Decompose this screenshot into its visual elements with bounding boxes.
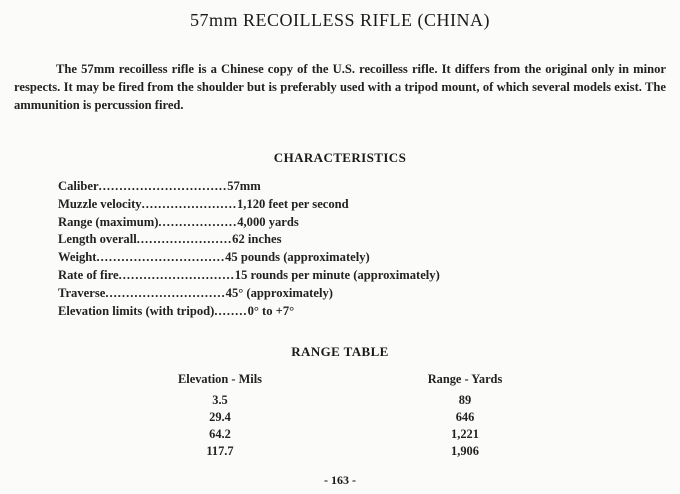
leader-dots: ............................... xyxy=(96,250,226,265)
characteristic-value: 57mm xyxy=(227,179,261,193)
characteristic-value: 0° to +7° xyxy=(247,303,295,318)
leader-dots: ........ xyxy=(214,303,248,318)
range-cell: 646 xyxy=(455,410,475,424)
characteristic-value: 62 inches xyxy=(232,232,282,247)
characteristic-label: Traverse xyxy=(58,285,106,300)
elevation-cell: 117.7 xyxy=(206,444,234,458)
range-cell: 1,906 xyxy=(451,444,479,458)
characteristic-label: Length overall xyxy=(58,232,137,247)
leader-dots: ............................ xyxy=(118,267,235,282)
characteristics-heading: CHARACTERISTICS xyxy=(273,150,407,165)
characteristic-row xyxy=(58,178,658,196)
characteristic-value: 45 pounds (approximately) xyxy=(225,250,370,265)
leader-dots: ............................... xyxy=(98,179,228,193)
characteristic-row xyxy=(58,249,658,267)
range-cell: 1,221 xyxy=(451,427,479,441)
characteristic-row xyxy=(58,303,658,321)
leader-dots: ................... xyxy=(158,214,238,229)
characteristic-label: Elevation limits (with tripod) xyxy=(58,303,215,318)
characteristic-value: 4,000 yards xyxy=(237,214,299,229)
elevation-cell: 29.4 xyxy=(209,410,231,424)
elevation-cell: 64.2 xyxy=(209,427,231,441)
characteristic-row xyxy=(58,285,658,303)
elevation-column-header: Elevation - Mils xyxy=(178,372,262,386)
characteristic-label: Weight xyxy=(58,250,97,265)
leader-dots: ....................... xyxy=(136,232,233,247)
range-column xyxy=(395,370,535,460)
characteristic-label: Caliber xyxy=(58,179,99,193)
characteristic-row xyxy=(58,214,658,232)
range-cell: 89 xyxy=(458,393,472,407)
elevation-cell: 3.5 xyxy=(212,393,228,407)
leader-dots: ............................. xyxy=(105,285,226,300)
characteristic-label: Muzzle velocity xyxy=(58,196,142,211)
characteristic-label: Range (maximum) xyxy=(58,214,159,229)
characteristic-row xyxy=(58,196,658,214)
characteristic-value: 15 rounds per minute (approximately) xyxy=(234,267,440,282)
range-column-header: Range - Yards xyxy=(427,372,503,386)
characteristic-value: 45° (approximately) xyxy=(225,285,333,300)
characteristics-list xyxy=(58,178,658,320)
characteristic-row xyxy=(58,231,658,249)
page-title: 57mm RECOILLESS RIFLE (CHINA) xyxy=(190,10,490,30)
page-number: - 163 - xyxy=(324,473,356,487)
leader-dots: ....................... xyxy=(141,196,237,211)
elevation-column xyxy=(150,370,290,460)
range-table-heading: RANGE TABLE xyxy=(291,344,389,359)
characteristic-value: 1,120 feet per second xyxy=(237,196,349,211)
intro-paragraph: The 57mm recoilless rifle is a Chinese copy of the U.S. recoilless rifle. It differs from the original only in minor respects. It may be fired from the shoulder but is preferably used with a tripod mount, of which several models exist. The ammunition is percussion fired. xyxy=(14,62,666,112)
characteristic-row xyxy=(58,267,658,285)
characteristic-label: Rate of fire xyxy=(58,267,119,282)
